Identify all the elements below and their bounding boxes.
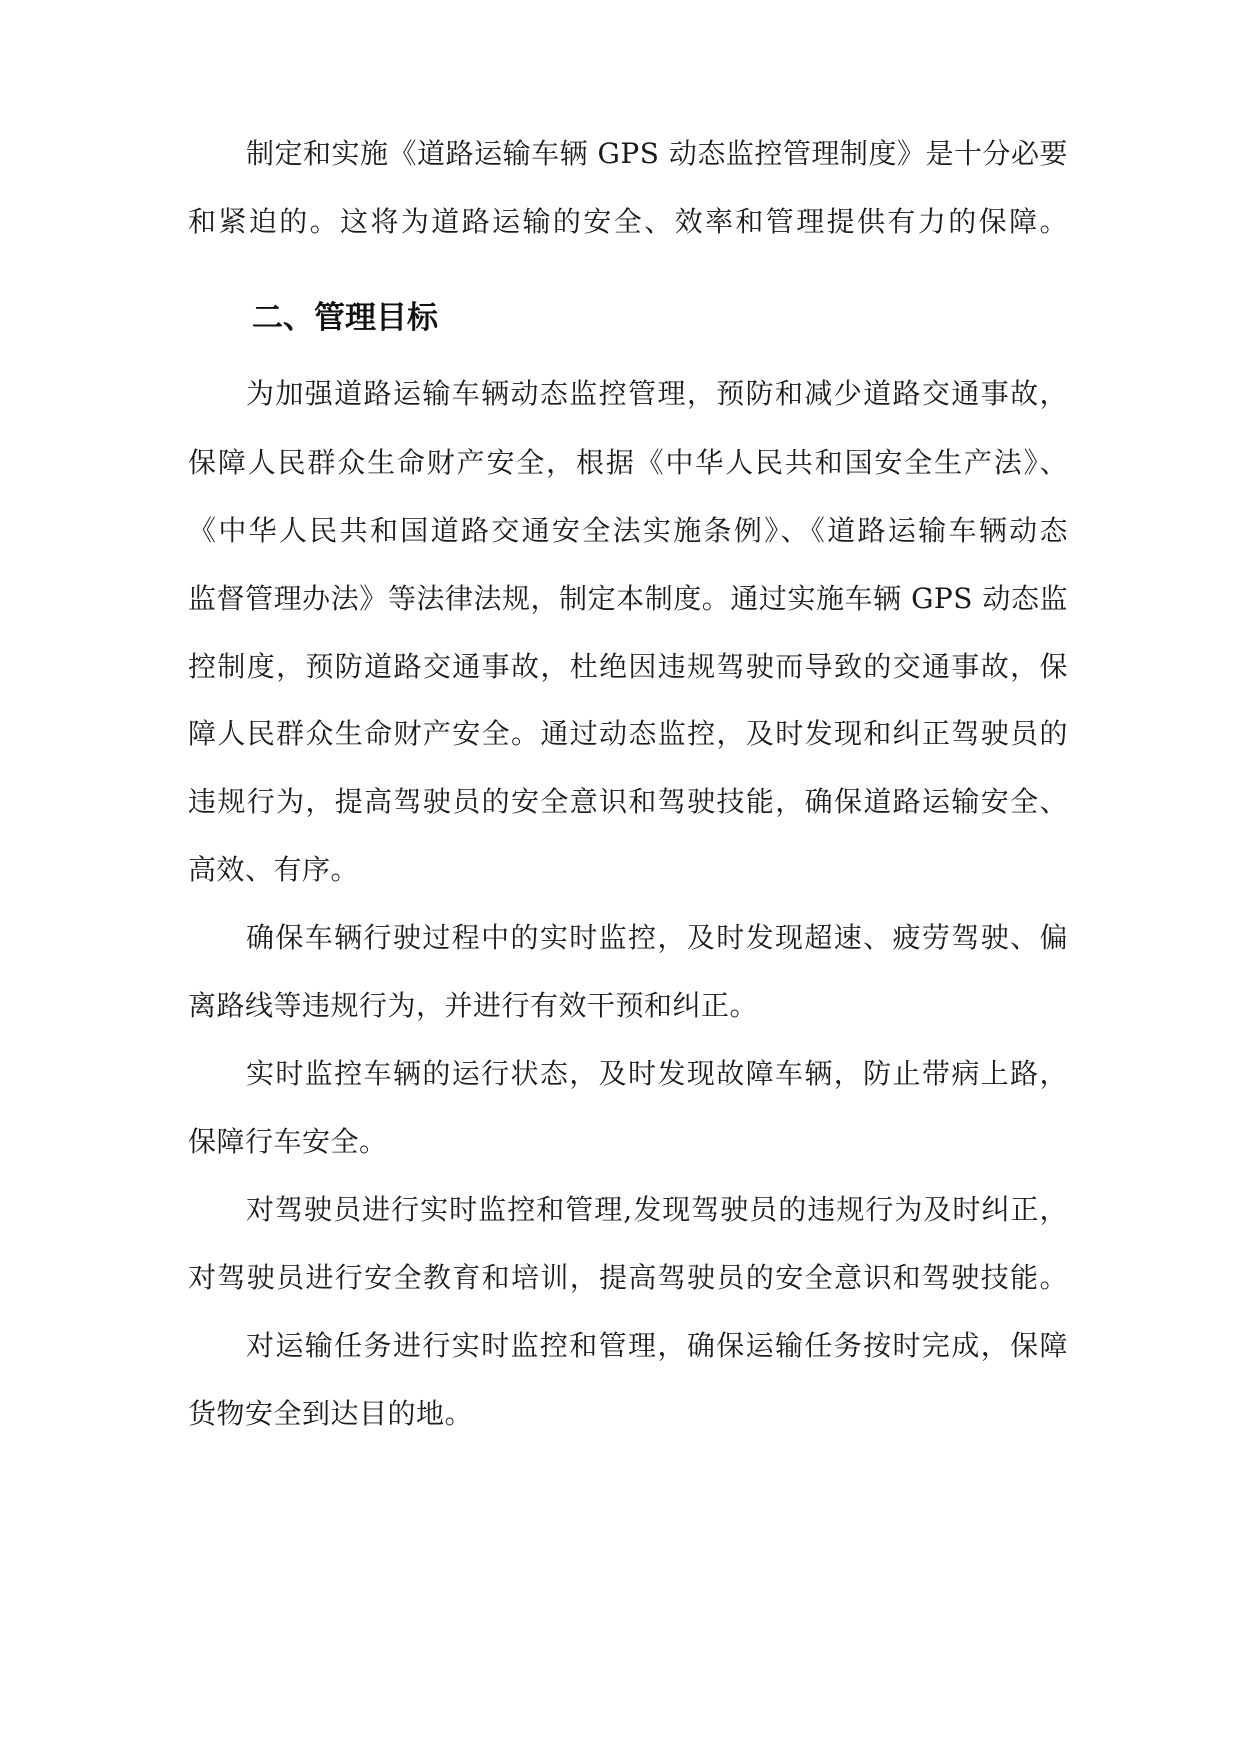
paragraph-line: 保障人民群众生命财产安全，根据《中华人民共和国安全生产法》、	[188, 446, 1068, 479]
paragraph-line: 违规行为，提高驾驶员的安全意识和驾驶技能，确保道路运输安全、	[188, 785, 1068, 818]
paragraph-line: 为加强道路运输车辆动态监控管理，预防和减少道路交通事故，	[246, 377, 1068, 410]
paragraph-line: 对驾驶员进行实时监控和管理,发现驾驶员的违规行为及时纠正，	[246, 1193, 1068, 1226]
paragraph-line: 对运输任务进行实时监控和管理，确保运输任务按时完成，保障	[246, 1329, 1068, 1362]
paragraph-line: 对驾驶员进行安全教育和培训，提高驾驶员的安全意识和驾驶技能。	[188, 1261, 1068, 1294]
paragraph-line: 离路线等违规行为，并进行有效干预和纠正。	[188, 989, 759, 1022]
intro-line-2: 和紧迫的。这将为道路运输的安全、效率和管理提供有力的保障。	[188, 205, 1068, 238]
paragraph-line: 《中华人民共和国道路交通安全法实施条例》、《道路运输车辆动态	[188, 514, 1068, 547]
paragraph-line: 监督管理办法》等法律法规，制定本制度。通过实施车辆 GPS 动态监	[188, 582, 1068, 615]
section-heading: 二、管理目标	[252, 300, 438, 336]
paragraph-line: 高效、有序。	[188, 853, 360, 886]
paragraph-line: 控制度，预防道路交通事故，杜绝因违规驾驶而导致的交通事故，保	[188, 650, 1068, 683]
intro-line-1: 制定和实施《道路运输车辆 GPS 动态监控管理制度》是十分必要	[246, 137, 1068, 170]
paragraph-line: 障人民群众生命财产安全。通过动态监控，及时发现和纠正驾驶员的	[188, 717, 1068, 750]
paragraph-line: 保障行车安全。	[188, 1125, 388, 1158]
paragraph-line: 货物安全到达目的地。	[188, 1397, 474, 1430]
paragraph-line: 确保车辆行驶过程中的实时监控，及时发现超速、疲劳驾驶、偏	[246, 921, 1068, 954]
paragraph-line: 实时监控车辆的运行状态，及时发现故障车辆，防止带病上路，	[246, 1057, 1068, 1090]
